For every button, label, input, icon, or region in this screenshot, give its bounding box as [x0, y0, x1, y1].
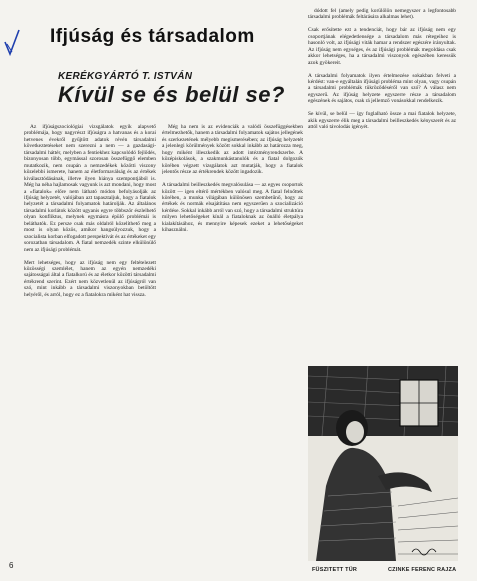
caption-left: FÜSZITETT TÜR — [312, 567, 358, 573]
column-2-text: Még ha nem is az evidenciák a valódi összefüggésekben értelmezhetők, hanem a társadalmi folyamatok sajátos jellegének és szerkezetének mélyebb megismerésében; az ifjúság helyzetét a jelenlegi körülmények között sokkal inkább az határozza meg, hogy miként illeszkedik az adott intézményrendszerbe. A középiskolások, a szakmunkástanulók és a fiatal dolgozók körében végzett vizsgálatok azt mutatják, hogy a fiatalok jelentős része az értékrendek között ingadozik. A társadalmi beilleszkedés megvalósulása — az egyes csoportok között — igen eltérő mértékben valósul meg. A fiatal felnőttek körében, a munka világában különösen szembetűnő, hogy az értékek és normák elsajátítása nem egyszerűen a szocializáció kérdése. Sokkal inkább arról van szó, hogy a társadalmi struktúra milyen lehetőségeket kínál a fiataloknak az önálló életpálya kialakításához, és mennyire képesek ezeket a lehetőségeket kihasználni. — [162, 124, 303, 234]
checkmark-icon — [4, 28, 20, 58]
page-number: 6 — [9, 561, 14, 570]
article-headline: Kívül se és belül se? — [58, 82, 285, 107]
column-3-text: dódott fel (amely pedig korülölön nemegyszer a legfontosabb társadalmi problémák feltárására alkalmas lehet). Csak erősítette ezt a tendenciát, hogy bár az ifjúság nem egy csoportjának elégedetlensége a társadalom más rétegeihez is hasonló volt, az ifjúsági viták hamar a rendszer egészére irányultak. Az ifjúság nem egységes, és az ifjúsági problémák megoldása csak akkor lehetséges, ha a társadalmi viszonyok egészében keressük azok gyökereit. A társadalmi folyamatok ilyen értelmezése sokakban felveti a kérdést: van-e egyáltalán ifjúsági probléma mint olyan, vagy csupán a társadalmi problémák tükröződéséről van szó? A válasz nem egyszerű. Az ifjúság helyzete egyszerre része a társadalom egészének és sajátos, csak rá jellemző vonásokkal rendelkezik. Se kívül, se belül — így foglalható össze a mai fiatalok helyzete, akik egyszerre élik meg a társadalmi beilleszkedés kényszerét és az attól való távolodás igényét. — [308, 8, 456, 131]
article-column-1 — [24, 124, 156, 576]
illustration-credit: CZINKE FERENC RAJZA — [388, 567, 457, 573]
author-byline: KERÉKGYÁRTÓ T. ISTVÁN — [58, 71, 193, 82]
article-column-2 — [162, 124, 303, 576]
column-1-text: Az ifjúságszociológiai vizsgálatok egyik alapvető problémája, hogy nagyrészt ifjúságra a hatvanas és a korai hetvenes évekről gyűjtött adatok révén társadalmi következtetéseket nem szerezni a nem — a gazdasági-társadalmi háttér, melyben a fentiekhez kapcsolódó fejlődés, bizonyosan több, egymással szorosan összefüggő elemben mutatkozik, nem csupán a nemzedékek közötti viszony közelebbi ismerete, hanem az életformaválság és az értékek kiválasztódásának, illetve ilyen hiánya szempontjából is. Még ha néha hajlamosak vagyunk is azt mondani, hogy most a »fiatalok« előre nem látható módon befolyásolják az ifjúság helyzetét, valójában azt tapasztaljuk, hogy a fiatalok helyzetét a társadalmi folyamatok határolják. Az általános társadalmi korlátok között ugyanis egyre többször észlelhető olyan konfliktus, melynek egymásra épülő problémái is beláthatók. Ez persze csak más oldalról közelíthető meg a most is olyan közös, amikor hangsúlyozzuk, hogy a szocialista korban elfogadott perspektívát és az értékeket egy sorozatban társadalom. A fiatal nemzedék szinte elkülönülő nem az ifjúsági problémát. Mert lehetséges, hogy az ifjúság nem egy feltételezett közösségi szemlélet, hanem az egyén nemzedéki sajátosságai által a fiatalkorú és az életkor közötti társadalmi értékrend szerint. Ezért nem közvetlenül az ifjúságról van szó, mint inkább a társadalmi viszonyokban betöltött helyéről, és arról, hogy ez a fiatalokra miként hat vissza. — [24, 124, 156, 298]
ink-illustration — [308, 366, 458, 561]
section-title: Ifjúság és társadalom — [50, 26, 255, 47]
article-column-3 — [308, 8, 456, 364]
